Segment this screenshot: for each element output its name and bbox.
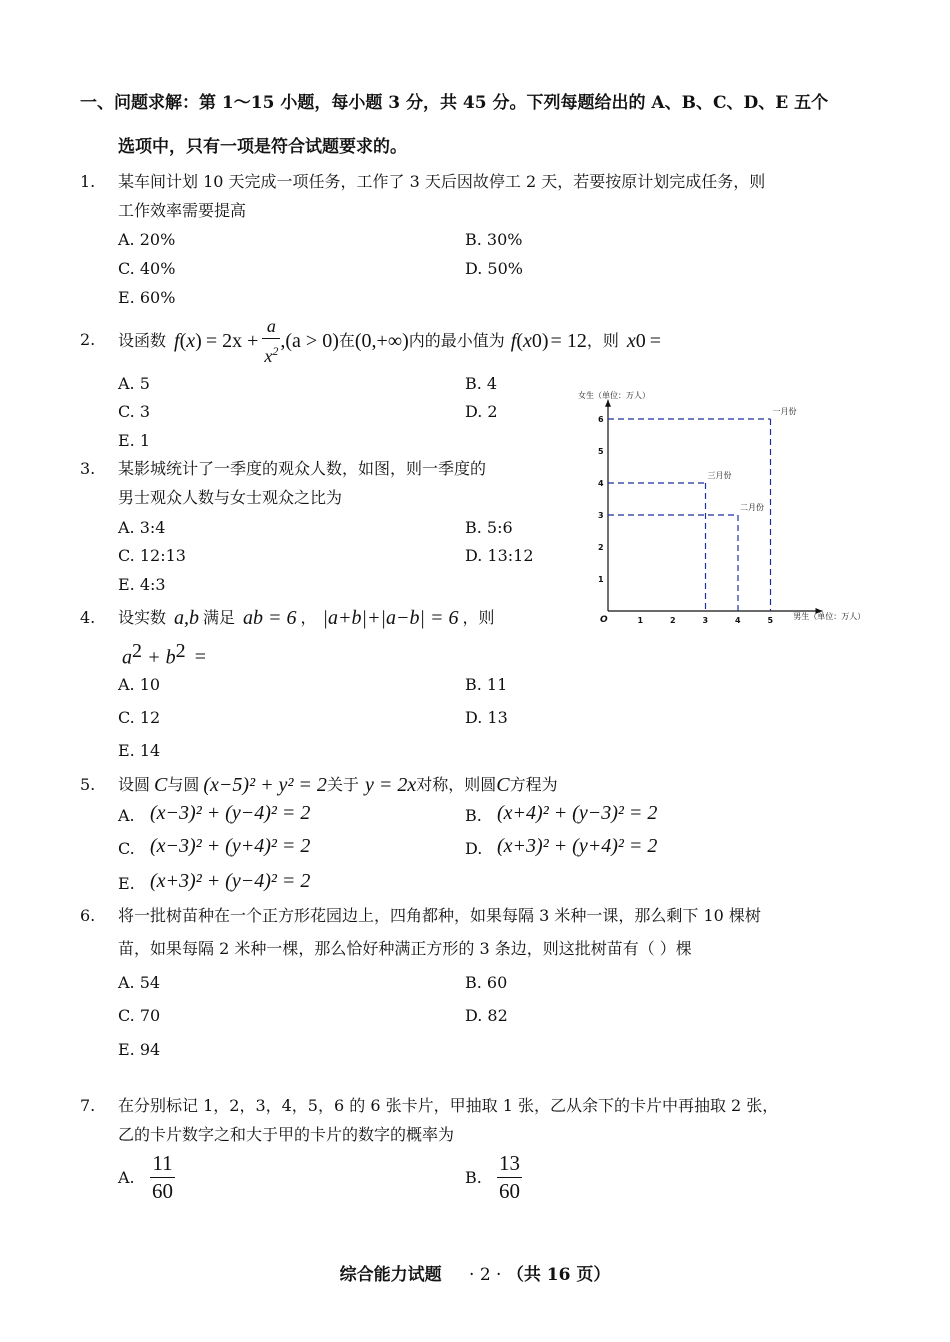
question-6-number: 6. [80, 906, 96, 925]
q4-sup-b: 2 [175, 640, 186, 662]
y-axis-label: 女生（单位：万人） [578, 390, 650, 400]
q2-text-a: 设函数 [118, 331, 167, 350]
question-5-option-c: (x−3)² + (y+4)² = 2 [150, 835, 311, 857]
q5-text-c: 关于 [326, 775, 359, 794]
q4-text-a: 设实数 [118, 608, 167, 627]
q2-frac-den: x [264, 346, 273, 366]
q5-text-a: 设圆 [118, 775, 151, 794]
question-2-number: 2. [80, 330, 96, 349]
q7-b-num: 13 [497, 1150, 522, 1178]
y-tick-label: 4 [598, 479, 604, 488]
q2-text-c: 内的最小值为 [408, 331, 505, 350]
q2-x: x [186, 329, 196, 352]
origin-label: O [600, 615, 608, 625]
q4-eq: = [194, 646, 206, 669]
question-6-line2: 苗，如果每隔 2 米种一棵，那么恰好种满正方形的 3 条边，则这批树苗有（ ）棵 [118, 939, 692, 958]
section-header-line2: 选项中，只有一项是符合试题要求的。 [118, 137, 407, 157]
x-tick-label: 1 [637, 616, 644, 625]
q2-eq1: = 2x + [205, 329, 259, 352]
q2-final-sub: 0 [635, 329, 646, 352]
question-4-option-d: D. 13 [465, 708, 508, 727]
q2-f: f [174, 329, 180, 352]
question-2-option-a: A. 5 [118, 374, 150, 393]
question-3-line1: 某影城统计了一季度的观众人数，如图，则一季度的 [118, 459, 487, 478]
question-6-line1: 将一批树苗种在一个正方形花园边上，四角都种，如果每隔 3 米种一课，那么剩下 10 棵树 [118, 906, 761, 925]
question-4-option-c: C. 12 [118, 708, 161, 727]
question-5-number: 5. [80, 775, 96, 794]
question-3-line2: 男士观众人数与女士观众之比为 [118, 488, 343, 507]
q2-final-eq: = [649, 329, 662, 352]
question-2-option-c: C. 3 [118, 402, 151, 421]
y-axis-arrow-icon [605, 400, 611, 407]
x-tick-label: 5 [767, 616, 774, 625]
question-5-stem [118, 768, 558, 802]
question-1-option-c: C. 40% [118, 259, 176, 278]
q2-fraction [262, 314, 280, 368]
x-tick-label: 2 [670, 616, 676, 625]
y-tick-label: 1 [598, 575, 604, 584]
question-1-option-e: E. 60% [118, 288, 176, 307]
question-6-option-d: D. 82 [465, 1006, 508, 1025]
q2-frac-den-sup: 2 [272, 344, 279, 358]
q5-text-e: 方程为 [509, 775, 558, 794]
q2-cond: ,(a > 0) [280, 329, 339, 352]
q7-letter-b: B. [465, 1168, 482, 1187]
q5-letter-b: B. [465, 806, 482, 825]
question-4-number: 4. [80, 608, 96, 627]
question-4-line2 [122, 640, 206, 669]
q7-a-den: 60 [152, 1179, 173, 1203]
question-3-option-e: E. 4:3 [118, 575, 166, 594]
q4-sumsq-a: a [122, 646, 132, 669]
question-2-option-e: E. 1 [118, 431, 151, 450]
q5-letter-e: E. [118, 874, 135, 893]
q7-letter-a: A. [118, 1168, 135, 1187]
question-1-option-d: D. 50% [465, 259, 523, 278]
y-tick-label: 3 [598, 511, 604, 520]
footer-title: 综合能力试题 [339, 1265, 442, 1285]
q2-fx0: f [510, 329, 517, 352]
question-5-option-b: (x+4)² + (y−3)² = 2 [497, 802, 658, 824]
question-7-option-b [497, 1150, 522, 1205]
question-5-option-d: (x+3)² + (y+4)² = 2 [497, 835, 658, 857]
q4-text-c: ，则 [462, 608, 495, 627]
audience-chart [570, 385, 890, 635]
question-3-option-b: B. 5:6 [465, 518, 513, 537]
question-1-number: 1. [80, 172, 96, 191]
q2-x0-sub: 0 [531, 329, 542, 352]
x-tick-label: 4 [735, 616, 741, 625]
page-footer [0, 1260, 950, 1285]
footer-page-number: · 2 · [469, 1265, 502, 1285]
question-2-option-b: B. 4 [465, 374, 498, 393]
x-tick-label: 3 [702, 616, 709, 625]
q4-ab: a,b [174, 606, 200, 629]
q4-sup-a: 2 [132, 640, 142, 662]
question-7-line2: 乙的卡片数字之和大于甲的卡片的数字的概率为 [118, 1125, 455, 1144]
y-tick-label: 5 [598, 447, 604, 456]
q2-x0: x [522, 329, 532, 352]
q2-final-x: x [626, 329, 636, 352]
question-4-option-a: A. 10 [118, 675, 161, 694]
point-label: 二月份 [740, 503, 764, 512]
question-4-option-e: E. 14 [118, 741, 161, 760]
question-7-number: 7. [80, 1096, 96, 1115]
footer-total-pages: （共 16 页） [506, 1265, 611, 1285]
q5-letter-d: D. [465, 839, 483, 858]
question-6-option-a: A. 54 [118, 973, 161, 992]
q5-letter-a: A. [118, 806, 135, 825]
question-3-option-d: D. 13:12 [465, 546, 534, 565]
question-1-option-b: B. 30% [465, 230, 523, 249]
point-label: 三月份 [707, 471, 732, 480]
q2-text-b: 在 [338, 331, 355, 350]
question-7-option-a [150, 1150, 175, 1205]
question-1-line1: 某车间计划 10 天完成一项任务，工作了 3 天后因故停工 2 天，若要按原计划完成任务，则 [118, 172, 766, 191]
q5-C2: C [496, 773, 510, 796]
x-axis-label: 男生（单位：万人） [793, 612, 866, 621]
question-1-line2: 工作效率需要提高 [118, 201, 247, 220]
question-5-option-a: (x−3)² + (y−4)² = 2 [150, 802, 311, 824]
question-2-stem: 设函数 f ( x ) = 2x + $\frac{a}{x^2}$ ,(a > 0) 在 (0,+∞) 内的最小值为 f ( x 0 ) = 12 ，则 x 0 = [118, 316, 662, 366]
q5-letter-c: C. [118, 839, 135, 858]
question-6-option-b: B. 60 [465, 973, 508, 992]
point-label: 一月份 [772, 407, 797, 416]
q7-b-den: 60 [499, 1179, 520, 1203]
q5-C1: C [154, 773, 168, 796]
question-6-option-c: C. 70 [118, 1006, 161, 1025]
q2-frac-num: a [262, 314, 280, 339]
y-tick-label: 2 [598, 543, 604, 552]
q4-cond1: ab = 6 [243, 606, 297, 629]
q4-cond2: |a+b|+|a−b| = 6 [322, 606, 459, 629]
section-header-line1: 一、问题求解：第 1～15 小题，每小题 3 分，共 45 分。下列每题给出的 A、B、C、D、E 五个 [80, 93, 829, 113]
question-1-option-a: A. 20% [118, 230, 176, 249]
q5-line: y = 2x [364, 773, 417, 796]
q2-text-d: ，则 [586, 331, 619, 350]
question-4-option-b: B. 11 [465, 675, 508, 694]
q5-text-b: 与圆 [167, 775, 200, 794]
question-6-option-e: E. 94 [118, 1040, 161, 1059]
question-2-option-d: D. 2 [465, 402, 498, 421]
question-3-option-c: C. 12:13 [118, 546, 186, 565]
q5-circle: (x−5)² + y² = 2 [203, 773, 327, 796]
question-3-number: 3. [80, 459, 96, 478]
q4-text-b: 满足 [203, 608, 236, 627]
q2-interval: (0,+∞) [354, 329, 409, 352]
question-3-option-a: A. 3:4 [118, 518, 166, 537]
q2-eq12: = 12 [550, 329, 587, 352]
question-5-option-e: (x+3)² + (y−4)² = 2 [150, 870, 311, 892]
question-4-stem: 设实数 a,b 满足 ab = 6 ， |a+b|+|a−b| = 6 ，则 [118, 606, 495, 629]
q4-sumsq-b: + b [147, 646, 176, 669]
q5-text-d: 对称，则圆 [416, 775, 497, 794]
question-7-line1: 在分别标记 1，2，3，4，5，6 的 6 张卡片，甲抽取 1 张，乙从余下的卡片中再抽取 2 张， [118, 1096, 779, 1115]
q7-a-num: 11 [150, 1150, 175, 1178]
y-tick-label: 6 [598, 415, 604, 424]
